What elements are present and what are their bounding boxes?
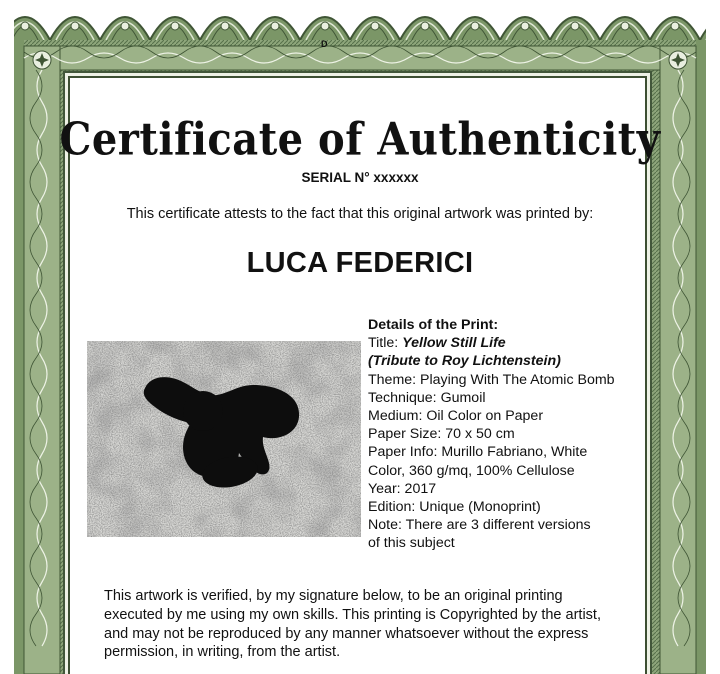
verification-statement	[104, 587, 644, 662]
artwork-image	[87, 341, 361, 537]
details-title	[368, 334, 653, 352]
details-medium: Medium: Oil Color on Paper	[368, 408, 544, 425]
details-title-subtitle	[368, 352, 653, 370]
details-note: Note: There are 3 different versions	[368, 517, 591, 534]
certificate-title: Certificate of Authenticity	[59, 113, 661, 166]
attestation-text: This certificate attests to the fact that this original artwork was printed by:	[126, 206, 594, 222]
details-theme: Theme: Playing With The Atomic Bomb	[368, 371, 615, 388]
statement-line: executed by me using my own skills. This printing is Copyrighted by the artist,	[104, 606, 601, 623]
title-value-continued: (Tribute to Roy Lichtenstein)	[368, 353, 561, 370]
title-value: Yellow Still Life	[402, 335, 506, 352]
details-technique: Technique: Gumoil	[368, 389, 486, 406]
statement-line: and may not be reproduced by any manner whatsoever without the express	[104, 625, 589, 642]
details-paper-size: Paper Size: 70 x 50 cm	[368, 426, 515, 443]
details-paper-info: Paper Info: Murillo Fabriano, White	[368, 444, 588, 461]
statement-line: This artwork is verified, by my signature below, to be an original printing	[104, 588, 563, 604]
details-paper-info-continued: Color, 360 g/mq, 100% Cellulose	[368, 462, 575, 479]
print-details	[368, 316, 653, 553]
title-label: Title:	[368, 335, 403, 352]
details-heading: Details of the Print:	[368, 317, 499, 333]
corner-mark: D	[321, 39, 328, 49]
statement-line: permission, in writing, from the artist.	[104, 644, 341, 661]
artist-name: LUCA FEDERICI	[246, 247, 474, 279]
serial-number: SERIAL N° xxxxxx	[301, 170, 419, 185]
details-edition: Edition: Unique (Monoprint)	[368, 499, 541, 516]
details-year: Year: 2017	[368, 480, 437, 497]
details-note-continued: of this subject	[368, 535, 455, 552]
